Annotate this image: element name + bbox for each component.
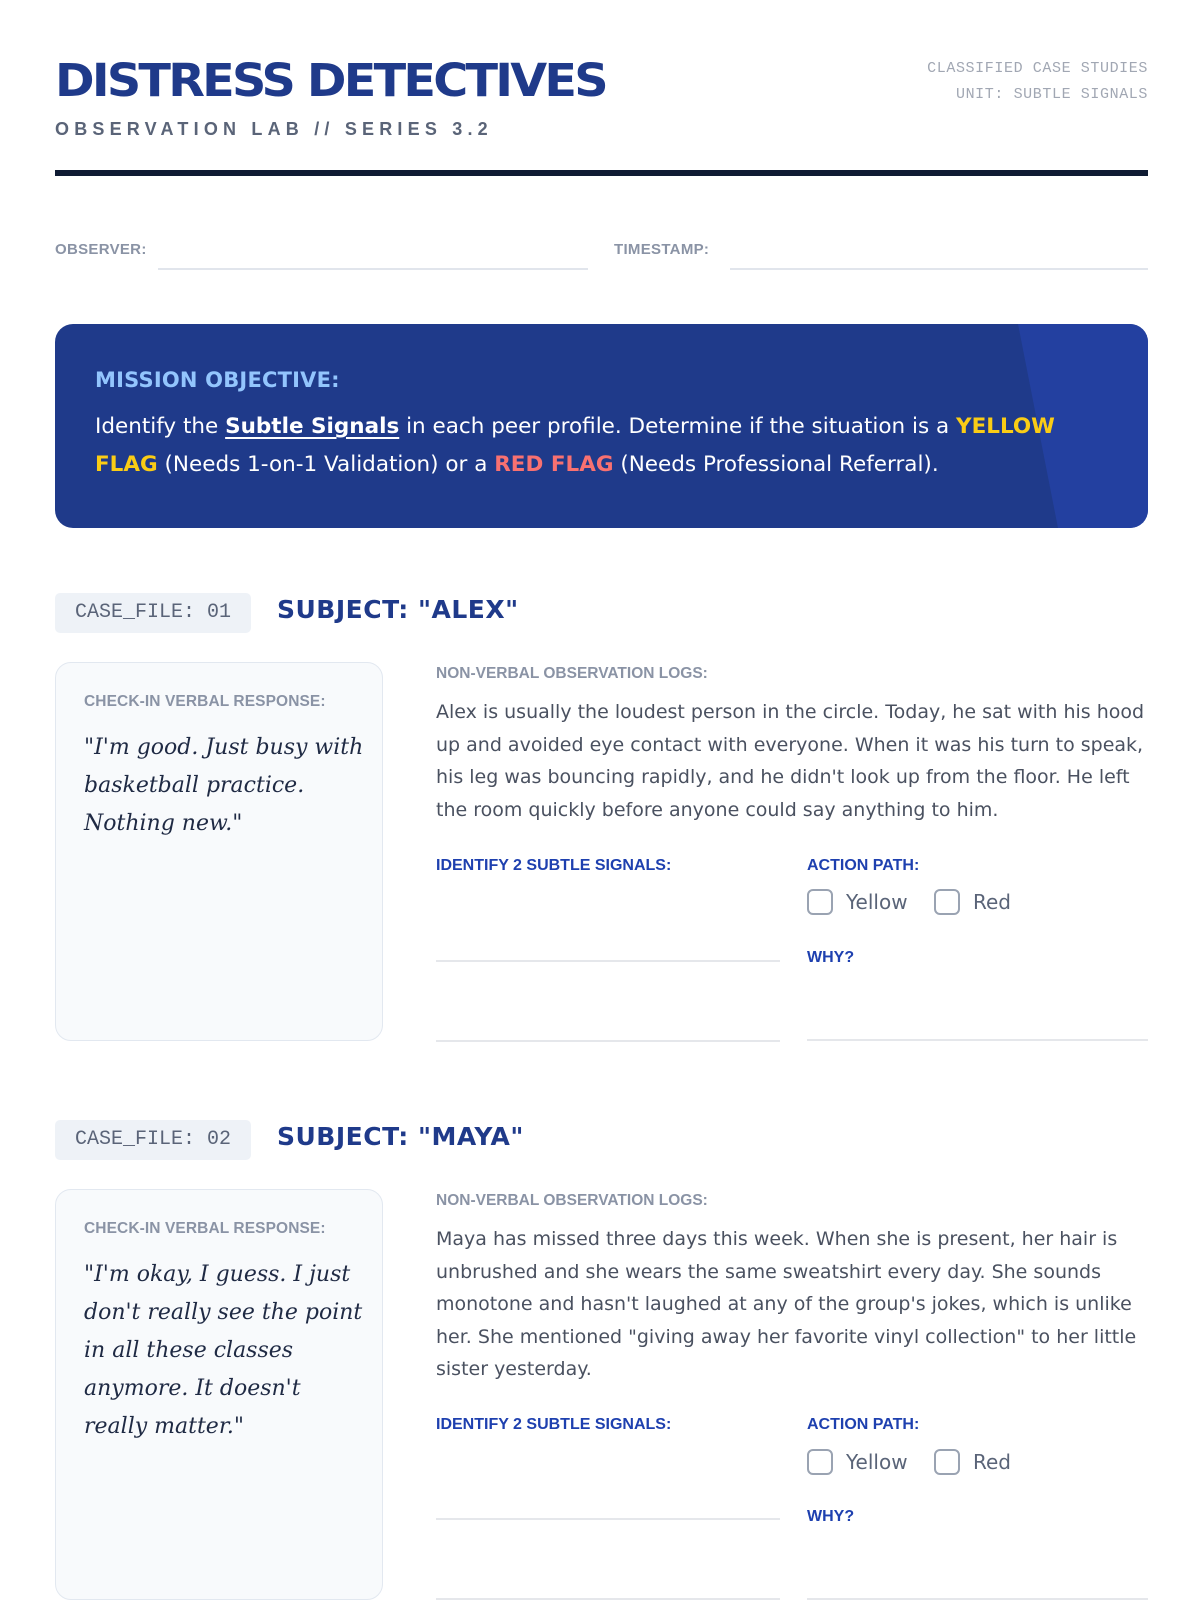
- red-option[interactable]: [934, 888, 1011, 916]
- signal-answer-line-1[interactable]: [436, 960, 780, 962]
- yellow-option-label: Yellow: [846, 1450, 908, 1474]
- timestamp-label: TIMESTAMP:: [614, 241, 710, 258]
- case-badge: CASE_FILE: 02: [55, 1120, 251, 1160]
- mission-text-part: (Needs 1-on-1 Validation) or a: [157, 452, 495, 477]
- red-flag-label: RED FLAG: [494, 452, 614, 477]
- observation-log-text: Alex is usually the loudest person in the circle. Today, he sat with his hood up and avoided eye contact with everyone. When it was his turn to speak, his leg was bouncing rapidly, and he didn't look up from the floor. He left the room quickly before anyone could say anything to him.: [436, 701, 1145, 821]
- verbal-response-card: [55, 662, 383, 1041]
- case-file-01: [55, 593, 1148, 1043]
- mission-objective-panel: [55, 324, 1148, 528]
- mission-text-part: in each peer profile. Determine if the situation is a: [399, 414, 957, 439]
- case-subject: SUBJECT: "MAYA": [277, 1122, 524, 1151]
- observer-field[interactable]: [158, 268, 588, 270]
- subtle-signals-label: IDENTIFY 2 SUBTLE SIGNALS:: [436, 1416, 672, 1433]
- page-title: DISTRESS DETECTIVES: [55, 54, 606, 107]
- signal-answer-line-2[interactable]: [436, 1040, 780, 1042]
- verbal-response-label: CHECK-IN VERBAL RESPONSE:: [84, 1220, 326, 1237]
- observation-log-text: Maya has missed three days this week. When she is present, her hair is unbrushed and she wears the same sweatshirt every day. She sounds monotone and hasn't laughed at any of the group's jokes, which is unlike her. She mentioned "giving away her favorite vinyl collection" to her little sister yesterday.: [436, 1228, 1137, 1380]
- why-label: WHY?: [807, 949, 855, 966]
- mission-title: MISSION OBJECTIVE:: [95, 368, 340, 392]
- meta-classified: CLASSIFIED CASE STUDIES: [927, 60, 1148, 77]
- mission-text-part: (Needs Professional Referral).: [613, 452, 939, 477]
- yellow-checkbox[interactable]: [807, 1449, 833, 1475]
- meta-unit: UNIT: SUBTLE SIGNALS: [955, 86, 1148, 103]
- yellow-option[interactable]: [807, 1448, 908, 1476]
- red-option-label: Red: [973, 1450, 1011, 1474]
- red-checkbox[interactable]: [934, 1449, 960, 1475]
- verbal-response-quote: "I'm okay, I guess. I just don't really see the point in all these classes anymore. It doesn't really matter.": [84, 1262, 363, 1439]
- signal-answer-line-1[interactable]: [436, 1518, 780, 1520]
- action-path-label: ACTION PATH:: [807, 857, 920, 874]
- red-checkbox[interactable]: [934, 889, 960, 915]
- case-subject: SUBJECT: "ALEX": [277, 595, 519, 624]
- header-divider: [55, 170, 1148, 176]
- why-label: WHY?: [807, 1508, 855, 1525]
- yellow-option[interactable]: [807, 888, 908, 916]
- page-subtitle: OBSERVATION LAB // SERIES 3.2: [55, 119, 493, 139]
- mission-text-part: Identify the: [95, 414, 226, 439]
- verbal-response-label: CHECK-IN VERBAL RESPONSE:: [84, 693, 326, 710]
- worksheet-page: [55, 0, 1148, 1600]
- observer-label: OBSERVER:: [55, 241, 147, 258]
- why-answer-line[interactable]: [807, 1039, 1148, 1041]
- timestamp-field[interactable]: [730, 268, 1148, 270]
- header-meta: [927, 56, 1148, 108]
- yellow-flag-label: YELLOW FLAG: [95, 414, 1055, 477]
- subtle-signals-label: IDENTIFY 2 SUBTLE SIGNALS:: [436, 857, 672, 874]
- observer-fields: [55, 235, 1148, 271]
- subtle-signals-highlight: Subtle Signals: [225, 414, 400, 439]
- observation-log-label: NON-VERBAL OBSERVATION LOGS:: [436, 665, 708, 682]
- header: [55, 50, 1148, 178]
- red-option-label: Red: [973, 890, 1011, 914]
- red-option[interactable]: [934, 1448, 1011, 1476]
- verbal-response-card: [55, 1189, 383, 1600]
- verbal-response-quote: "I'm good. Just busy with basketball practice. Nothing new.": [84, 735, 364, 836]
- yellow-checkbox[interactable]: [807, 889, 833, 915]
- observation-log-label: NON-VERBAL OBSERVATION LOGS:: [436, 1192, 708, 1209]
- mission-text: [95, 408, 1115, 484]
- action-path-label: ACTION PATH:: [807, 1416, 920, 1433]
- case-badge: CASE_FILE: 01: [55, 593, 251, 633]
- case-file-02: [55, 1120, 1148, 1600]
- yellow-option-label: Yellow: [846, 890, 908, 914]
